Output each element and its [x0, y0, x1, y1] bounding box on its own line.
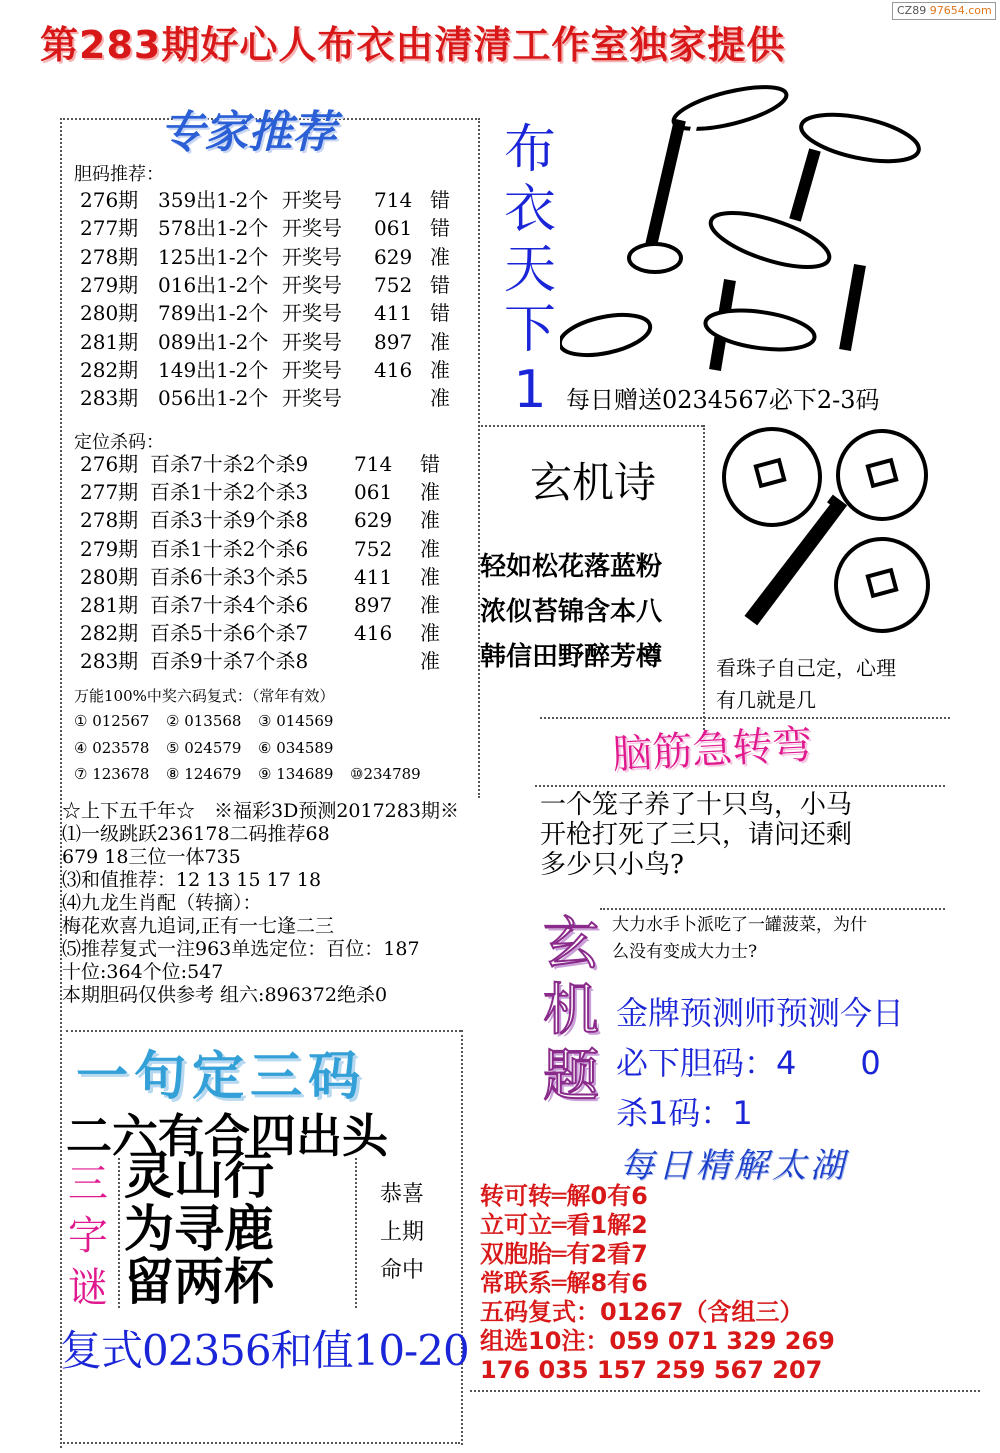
kill-res: 准 — [420, 621, 440, 646]
wanneng-item: ⑤ 024579 — [166, 738, 242, 757]
wanneng-item: ④ 023578 — [74, 738, 150, 757]
buyi-char: 1 — [513, 360, 547, 420]
wanneng-item: ⑧ 124679 — [166, 765, 242, 783]
kill-period: 278期 — [80, 508, 139, 533]
kill-pick: 百杀1十杀2个杀3 — [150, 480, 309, 505]
kill-res: 准 — [420, 480, 440, 505]
kill-res: 准 — [420, 649, 440, 674]
kill-period: 279期 — [80, 536, 139, 561]
dan-pick: 089出1-2个 — [158, 329, 269, 354]
wanneng-item: ① 012567 — [74, 712, 150, 730]
dan-num: 752 — [374, 272, 413, 297]
dan-tag: 开奖号 — [282, 301, 342, 326]
kill-label: 定位杀码： — [74, 432, 164, 453]
dan-tag: 开奖号 — [282, 386, 342, 411]
question-line: 么没有变成大力士? — [612, 942, 758, 962]
kill-num: 897 — [354, 593, 393, 617]
kill-num: 714 — [354, 452, 393, 476]
congrats — [380, 1176, 424, 1290]
dan-tag: 开奖号 — [282, 357, 342, 382]
page-title: 第283期好心人布衣由清清工作室独家提供 — [40, 23, 786, 67]
kill-num: 629 — [354, 508, 393, 533]
puzzle-lines — [124, 1147, 274, 1311]
frame-line-yiju-top — [66, 1030, 461, 1032]
kill-num: 411 — [354, 564, 393, 589]
wanneng-item: ⑨ 134689 — [258, 765, 334, 783]
taihu-line: 常联系═解8有6 — [480, 1269, 648, 1297]
history-line: ⑷九龙生肖配（转摘）： — [62, 892, 262, 914]
dan-res: 准 — [430, 329, 450, 354]
wanneng-item: ⑩234789 — [350, 765, 421, 783]
congrats-line: 命中 — [380, 1258, 425, 1283]
congrats-line: 恭喜 — [380, 1182, 425, 1207]
kill-period: 283期 — [80, 649, 139, 674]
frame-line-puzzle-right — [355, 1158, 357, 1308]
dan-period: 277期 — [80, 216, 139, 241]
gold-line: 杀1码：1 — [616, 1094, 753, 1132]
yiju-phrase: 二六有合四出头 — [66, 1109, 388, 1163]
dan-period: 276期 — [80, 188, 139, 212]
buyi-char: 下 — [503, 300, 556, 360]
frame-line-riddle-under — [535, 785, 945, 787]
yiju-heading: 一句定三码 — [76, 1047, 367, 1107]
kill-pick: 百杀3十杀9个杀8 — [150, 508, 309, 533]
puzzle-line: 留两杯 — [124, 1253, 274, 1311]
dan-tag: 开奖号 — [282, 188, 342, 212]
poem-heading: 玄机诗 — [530, 458, 657, 507]
dan-num: 897 — [374, 329, 413, 354]
riddle-line: 多少只小鸟? — [540, 850, 684, 880]
history-line: 本期胆码仅供参考 组六:896372绝杀0 — [62, 984, 388, 1006]
kill-period: 280期 — [80, 564, 139, 589]
dan-pick: 056出1-2个 — [158, 386, 269, 411]
kill-period: 276期 — [80, 452, 139, 476]
kill-res: 准 — [420, 536, 440, 561]
history-line: 679 18三位一体735 — [62, 846, 241, 868]
dan-period: 278期 — [80, 244, 139, 269]
wanneng-label: 万能100%中奖六码复式：（常年有效） — [74, 687, 335, 705]
dan-tag: 开奖号 — [282, 244, 342, 269]
frame-line-puzzle-left — [118, 1158, 120, 1308]
buyi-char: 衣 — [503, 180, 556, 240]
frame-line-mid — [478, 118, 480, 798]
poem-line: 韩信田野醉芳樽 — [480, 642, 663, 672]
history-line: ⑶和值推荐：12 13 15 17 18 — [62, 869, 322, 891]
poem-body — [480, 545, 662, 680]
buyi-char: 布 — [503, 120, 556, 180]
dan-num: 411 — [374, 301, 413, 326]
dan-tag: 开奖号 — [282, 216, 342, 241]
puzzle-line: 为寻鹿 — [124, 1200, 274, 1258]
xuanji-char: 玄 — [543, 912, 599, 977]
watermark-right: 97654.com — [929, 4, 992, 17]
kill-pick: 百杀7十杀4个杀6 — [150, 593, 309, 617]
kill-pick: 百杀6十杀3个杀5 — [150, 564, 309, 589]
kill-pick: 百杀9十杀7个杀8 — [150, 649, 309, 674]
kill-res: 错 — [420, 452, 440, 476]
dan-num: 061 — [374, 216, 413, 241]
taihu-line: 五码复式：01267（含组三） — [480, 1298, 804, 1326]
sanzi-char: 谜 — [68, 1265, 108, 1311]
history-line: 十位:364个位:547 — [62, 961, 224, 983]
caption-line: 看珠子自己定，心理 — [716, 656, 896, 680]
kill-pick: 百杀1十杀2个杀6 — [150, 536, 309, 561]
sanzi-vertical — [64, 1158, 112, 1314]
xuanji-vertical — [536, 912, 606, 1110]
coins-caption — [716, 652, 896, 716]
frame-line-xuanji-top — [600, 908, 945, 910]
beads-drawing-1 — [560, 80, 990, 380]
dan-res: 准 — [430, 386, 450, 411]
kill-res: 准 — [420, 564, 440, 589]
sanzi-char: 三 — [68, 1161, 108, 1207]
taihu-line: 立可立═看1解2 — [480, 1211, 648, 1239]
taihu-line: 176 035 157 259 567 207 — [480, 1356, 823, 1384]
buyi-char: 天 — [503, 240, 556, 300]
history-block — [62, 800, 459, 1007]
sanzi-char: 字 — [68, 1213, 108, 1259]
dan-period: 282期 — [80, 357, 139, 382]
gold-line: 金牌预测师预测今日 — [616, 994, 905, 1032]
taihu-heading: 每日精解太湖 — [620, 1146, 848, 1186]
kill-res: 准 — [420, 508, 440, 533]
taihu-line: 转可转═解0有6 — [480, 1182, 648, 1210]
wanneng-item: ③ 014569 — [258, 712, 334, 730]
dan-pick: 016出1-2个 — [158, 272, 269, 297]
poem-line: 轻如松花落蓝粉 — [480, 552, 663, 582]
fushi-line: 复式02356和值10-20 — [60, 1326, 469, 1375]
riddle-heading: 脑筋急转弯 — [611, 721, 814, 779]
dan-pick: 359出1-2个 — [158, 188, 269, 212]
xuanji-char: 题 — [543, 1044, 599, 1109]
xuanji-question — [612, 912, 867, 966]
kill-num: 416 — [354, 621, 393, 646]
dan-pick: 149出1-2个 — [158, 357, 269, 382]
gift-line: 每日赠送0234567必下2-3码 — [566, 386, 880, 414]
dan-period: 279期 — [80, 272, 139, 297]
frame-line-poem-top — [478, 425, 703, 427]
history-line: 梅花欢喜九追词,正有一七逢二三 — [62, 915, 335, 937]
caption-line: 有几就是几 — [716, 688, 816, 712]
wanneng-item: ② 013568 — [166, 712, 242, 730]
history-line: ⑸推荐复式一注963单选定位：百位：187 — [62, 938, 420, 960]
buyi-vertical — [494, 120, 566, 420]
history-line: ⑴一级跳跃236178二码推荐68 — [62, 823, 330, 845]
dan-period: 283期 — [80, 386, 139, 411]
dan-pick: 125出1-2个 — [158, 244, 269, 269]
dan-tag: 开奖号 — [282, 272, 342, 297]
coins-drawing — [710, 425, 950, 650]
riddle-text — [540, 790, 852, 880]
dan-res: 错 — [430, 272, 450, 297]
kill-pick: 百杀7十杀2个杀9 — [150, 452, 309, 476]
dan-pick: 578出1-2个 — [158, 216, 269, 241]
dan-period: 281期 — [80, 329, 139, 354]
wanneng-item: ⑦ 123678 — [74, 765, 150, 783]
puzzle-line: 灵山行 — [124, 1147, 274, 1205]
riddle-line: 开枪打死了三只，请问还剩 — [540, 820, 853, 850]
poem-line: 浓似苔锦含本八 — [480, 597, 663, 627]
gold-prediction — [616, 988, 904, 1138]
expert-heading: 专家推荐 — [160, 107, 336, 158]
taihu-line: 双胞胎═有2看7 — [480, 1240, 648, 1268]
frame-line-poem-right — [703, 425, 705, 730]
taihu-body — [480, 1182, 835, 1385]
dan-res: 准 — [430, 244, 450, 269]
kill-period: 282期 — [80, 621, 139, 646]
dan-res: 错 — [430, 188, 450, 212]
kill-period: 281期 — [80, 593, 139, 617]
taihu-line: 组选10注：059 071 329 269 — [480, 1327, 835, 1355]
history-line: ☆上下五千年☆ ※福彩3D预测2017283期※ — [62, 800, 459, 822]
dan-res: 准 — [430, 357, 450, 382]
kill-period: 277期 — [80, 480, 139, 505]
frame-line-taihu-bottom — [470, 1390, 980, 1392]
frame-line-yiju-right — [461, 1030, 463, 1445]
dan-num: 714 — [374, 188, 413, 212]
dan-res: 错 — [430, 216, 450, 241]
kill-num: 061 — [354, 480, 393, 505]
kill-res: 准 — [420, 593, 440, 617]
kill-pick: 百杀5十杀6个杀7 — [150, 621, 309, 646]
frame-line-left — [60, 118, 62, 1448]
dan-label: 胆码推荐： — [74, 164, 164, 185]
dan-num: 416 — [374, 357, 413, 382]
watermark-left: CZ89 — [897, 4, 927, 17]
dan-res: 错 — [430, 301, 450, 326]
question-line: 大力水手卜派吃了一罐菠菜，为什 — [612, 915, 867, 935]
kill-num: 752 — [354, 536, 393, 561]
frame-line-bottom — [60, 1442, 460, 1444]
xuanji-char: 机 — [543, 978, 599, 1043]
dan-tag: 开奖号 — [282, 329, 342, 354]
dan-pick: 789出1-2个 — [158, 301, 269, 326]
congrats-line: 上期 — [380, 1220, 425, 1245]
dan-period: 280期 — [80, 301, 139, 326]
dan-num: 629 — [374, 244, 413, 269]
riddle-line: 一个笼子养了十只鸟，小马 — [540, 790, 853, 820]
gold-line: 必下胆码：4 0 — [616, 1044, 881, 1082]
wanneng-item: ⑥ 034589 — [258, 738, 334, 757]
